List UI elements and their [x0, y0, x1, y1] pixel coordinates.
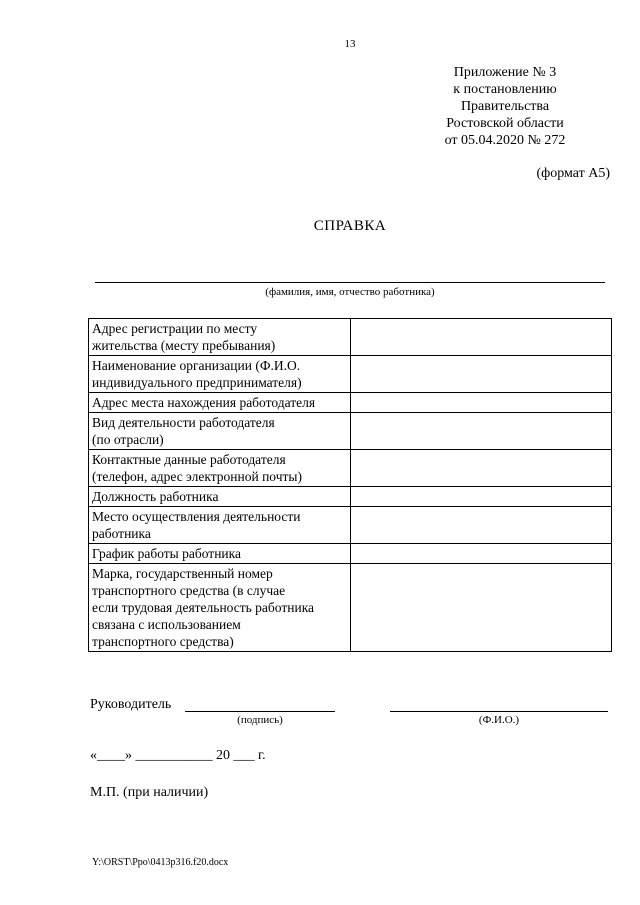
row-label [89, 544, 351, 564]
appendix-line: Приложение № 3 [453, 65, 557, 80]
head-label: Руководитель [90, 697, 172, 712]
table-row [89, 507, 612, 544]
row-label-line: Должность работника [92, 489, 219, 504]
appendix-line: к постановлению [453, 82, 557, 97]
info-table [88, 318, 612, 652]
row-label [89, 393, 351, 413]
row-label-line: транспортного средства (в случае [92, 583, 286, 598]
row-label-line: (телефон, адрес электронной почты) [92, 469, 302, 484]
signature-caption: (подпись) [237, 714, 283, 726]
row-label-line: работника [92, 526, 151, 541]
row-label-line: График работы работника [92, 546, 242, 561]
row-value-cell[interactable] [350, 544, 611, 564]
row-label-line: Адрес регистрации по месту [92, 321, 258, 336]
row-label-line: Марка, государственный номер [92, 566, 273, 581]
row-label [89, 487, 351, 507]
row-value-cell[interactable] [350, 487, 611, 507]
appendix-line: Правительства [460, 99, 550, 114]
row-label [89, 356, 351, 393]
format-note: (формат А5) [536, 166, 610, 181]
row-value-cell[interactable] [350, 413, 611, 450]
fio-caption: (Ф.И.О.) [478, 714, 520, 726]
row-value-cell[interactable] [350, 319, 611, 356]
stamp-note: М.П. (при наличии) [90, 785, 209, 800]
row-label [89, 413, 351, 450]
signature-line [185, 711, 335, 712]
info-table-body [89, 319, 612, 652]
page-number: 13 [344, 38, 356, 50]
employee-name-line [95, 282, 605, 283]
table-row [89, 413, 612, 450]
table-row [89, 356, 612, 393]
row-label-line: индивидуального предпринимателя) [92, 375, 302, 390]
row-label-line: жительства (месту пребывания) [92, 338, 276, 353]
appendix-line: от 05.04.2020 № 272 [444, 133, 566, 148]
row-value-cell[interactable] [350, 507, 611, 544]
table-row [89, 319, 612, 356]
row-value-cell[interactable] [350, 564, 611, 652]
row-label-line: Наименование организации (Ф.И.О. [92, 358, 301, 373]
row-label [89, 319, 351, 356]
table-row [89, 487, 612, 507]
row-label [89, 564, 351, 652]
fio-line [390, 711, 608, 712]
table-row [89, 393, 612, 413]
document-title: СПРАВКА [313, 218, 387, 234]
appendix-header [420, 64, 590, 149]
row-label-line: если трудовая деятельность работника [92, 600, 315, 615]
row-label [89, 507, 351, 544]
row-value-cell[interactable] [350, 393, 611, 413]
table-row [89, 450, 612, 487]
date-line: «____» ___________ 20 ___ г. [90, 748, 266, 763]
table-row [89, 564, 612, 652]
row-label-line: транспортного средства) [92, 634, 234, 649]
row-value-cell[interactable] [350, 356, 611, 393]
row-label-line: связана с использованием [92, 617, 241, 632]
file-path: Y:\ORST\Ppo\0413p316.f20.docx [92, 857, 229, 868]
row-label-line: Место осуществления деятельности [92, 509, 301, 524]
table-row [89, 544, 612, 564]
appendix-line: Ростовской области [446, 116, 564, 131]
row-label-line: Адрес места нахождения работодателя [92, 395, 316, 410]
row-label-line: Вид деятельности работодателя [92, 415, 275, 430]
row-value-cell[interactable] [350, 450, 611, 487]
row-label [89, 450, 351, 487]
employee-name-caption: (фамилия, имя, отчество работника) [265, 286, 435, 298]
row-label-line: (по отрасли) [92, 432, 164, 447]
row-label-line: Контактные данные работодателя [92, 452, 286, 467]
